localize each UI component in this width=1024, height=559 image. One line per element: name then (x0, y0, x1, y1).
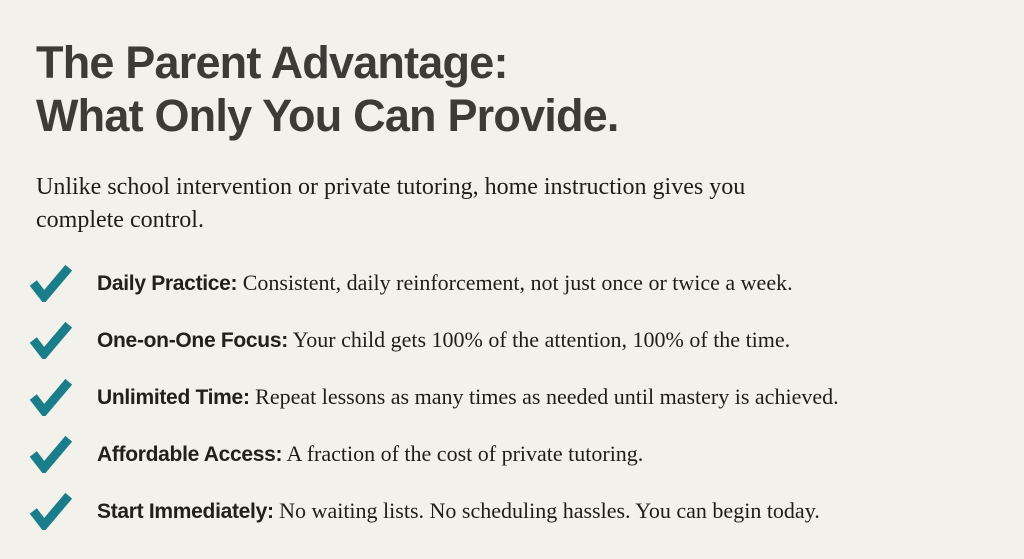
benefit-copy (97, 497, 820, 525)
benefit-item-daily-practice (29, 263, 988, 302)
benefit-copy (97, 326, 790, 354)
benefit-text: A fraction of the cost of private tutoring. (286, 440, 644, 466)
benefit-item-one-on-one-focus (29, 320, 988, 359)
check-icon (29, 321, 73, 359)
benefit-label: Daily Practice: (97, 271, 238, 295)
benefit-label: Unlimited Time: (97, 385, 250, 409)
benefit-text: Consistent, daily reinforcement, not just once or twice a week. (242, 269, 793, 295)
page-title-line-1: The Parent Advantage: (36, 37, 508, 88)
benefit-label: Affordable Access: (97, 442, 283, 466)
check-icon (29, 435, 73, 473)
benefit-text: Your child gets 100% of the attention, 100% of the time. (292, 326, 791, 352)
benefit-text: Repeat lessons as many times as needed until mastery is achieved. (255, 383, 839, 409)
benefit-label: Start Immediately: (97, 499, 274, 523)
benefit-text: No waiting lists. No scheduling hassles. You can begin today. (279, 497, 820, 523)
intro-paragraph (36, 171, 988, 236)
benefit-label: One-on-One Focus: (97, 328, 288, 352)
check-icon (29, 264, 73, 302)
benefit-copy (97, 269, 793, 297)
check-icon (29, 378, 73, 416)
check-icon (29, 492, 73, 530)
intro-line-2: complete control. (36, 206, 204, 233)
benefit-item-start-immediately (29, 491, 988, 530)
benefit-copy (97, 440, 643, 468)
intro-line-1: Unlike school intervention or private tutoring, home instruction gives you (36, 174, 746, 201)
benefit-copy (97, 383, 839, 411)
page-title (36, 36, 988, 142)
benefits-list (29, 263, 988, 530)
page-title-line-2: What Only You Can Provide. (36, 90, 619, 142)
benefit-item-affordable-access (29, 434, 988, 473)
benefit-item-unlimited-time (29, 377, 988, 416)
